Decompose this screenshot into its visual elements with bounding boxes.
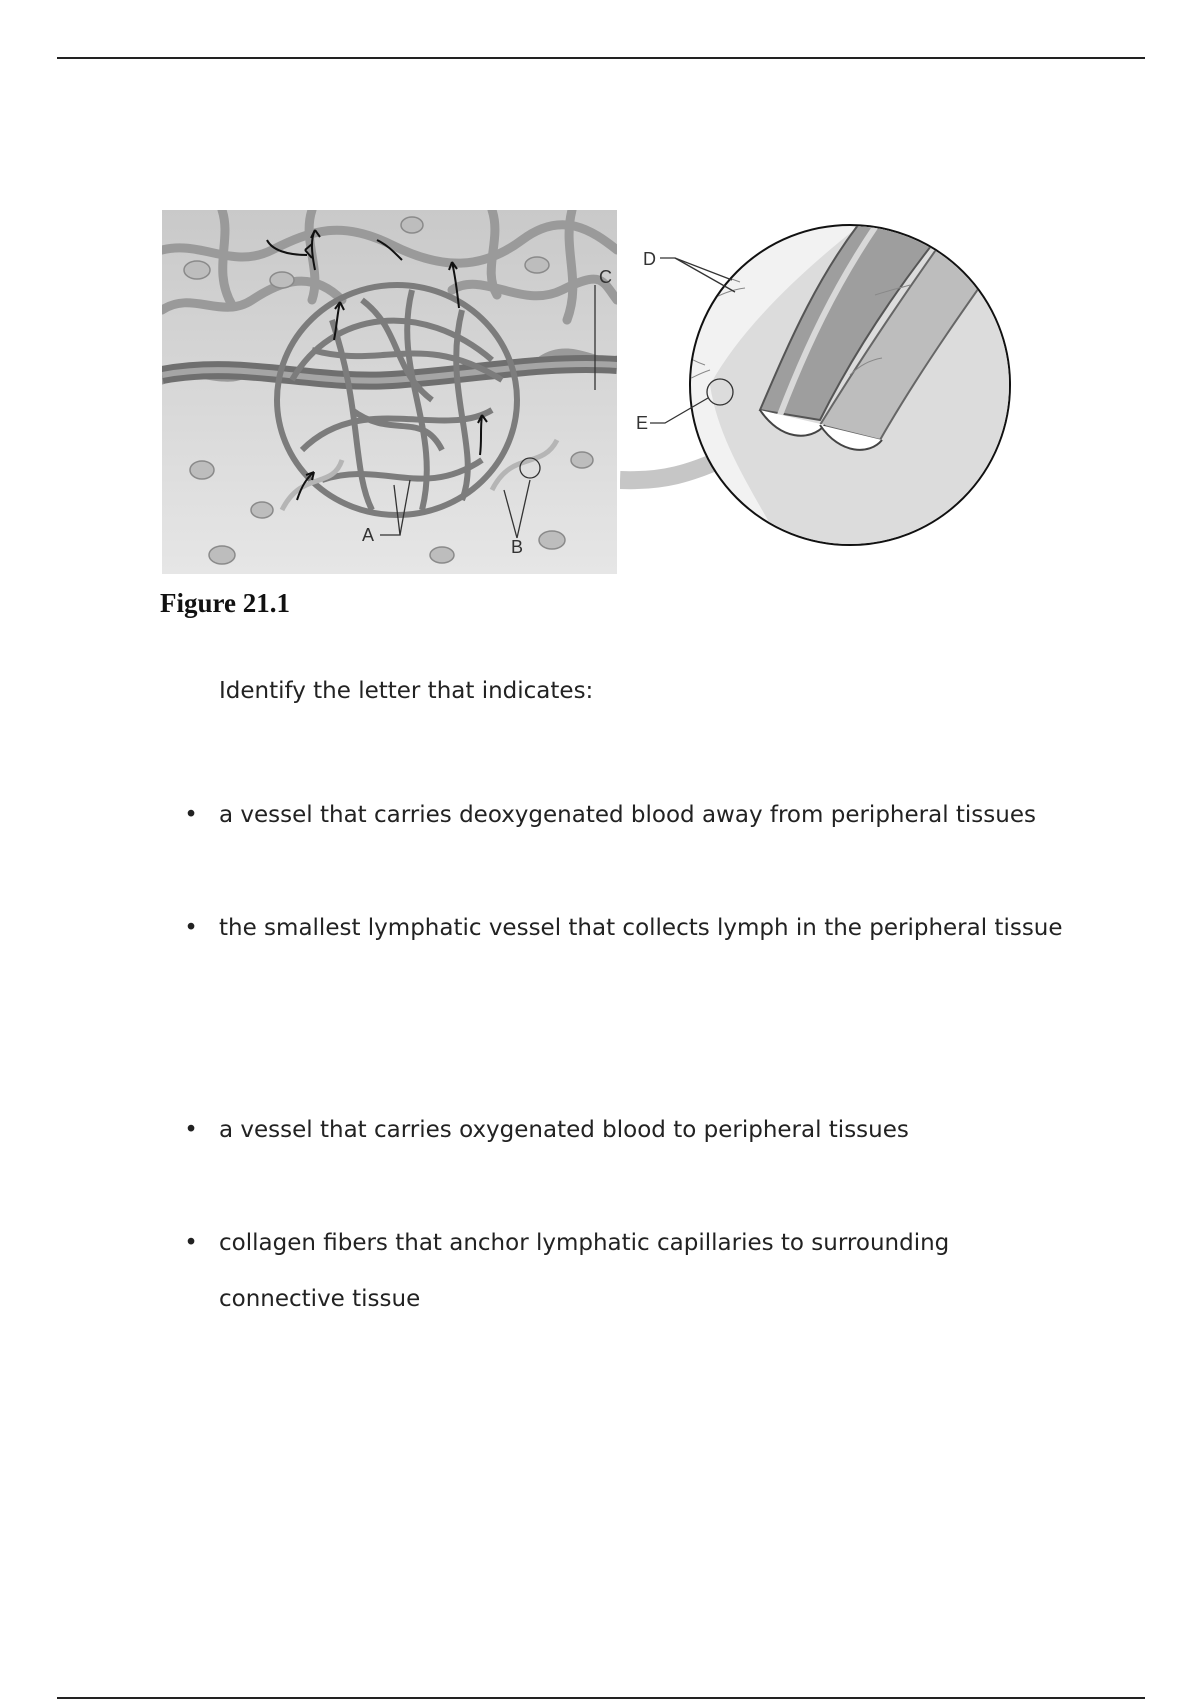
header-rule [57, 57, 1145, 59]
label-b: B [511, 537, 524, 557]
footer-rule [57, 1697, 1145, 1699]
label-e: E [636, 413, 649, 433]
list-item-text: collagen fibers that anchor lymphatic capillaries to surrounding connective tissue [219, 1230, 950, 1312]
label-c: C [599, 267, 612, 287]
capillary-bed-illustration [162, 210, 617, 574]
list-item-text: a vessel that carries deoxygenated blood away from peripheral tissues [219, 802, 1036, 828]
label-d: D [643, 249, 656, 269]
list-item [184, 900, 1079, 956]
list-item [184, 1102, 1119, 1158]
list-item [184, 787, 1119, 843]
figure-caption: Figure 21.1 [160, 588, 290, 618]
question-instruction: Identify the letter that indicates: [219, 678, 594, 704]
list-item-text: a vessel that carries oxygenated blood to peripheral tissues [219, 1117, 909, 1143]
bullet-icon: • [184, 915, 198, 941]
list-item [184, 1215, 1079, 1327]
label-a: A [362, 525, 375, 545]
bullet-icon: • [184, 1230, 198, 1256]
list-item-text: the smallest lymphatic vessel that collects lymph in the peripheral tissue [219, 915, 1063, 941]
bullet-icon: • [184, 1117, 198, 1143]
lymphatic-capillary-detail [620, 210, 1030, 562]
bullet-icon: • [184, 802, 198, 828]
